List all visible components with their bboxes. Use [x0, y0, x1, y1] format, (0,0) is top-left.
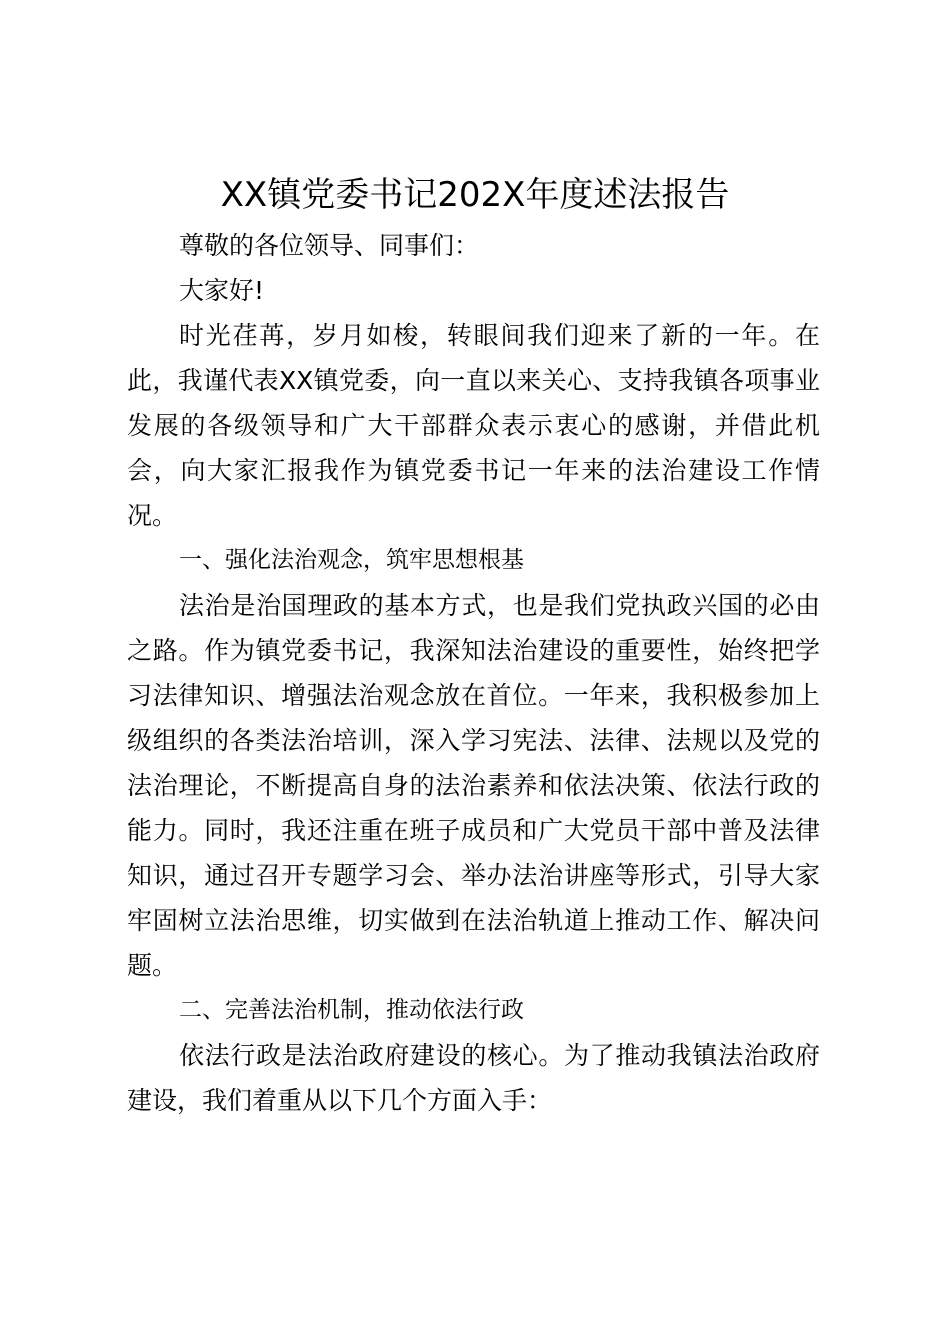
- document-title: XX镇党委书记202X年度述法报告: [220, 175, 730, 215]
- document-body: [127, 223, 820, 1123]
- section-2-paragraph: 依法行政是法治政府建设的核心。为了推动我镇法治政府建设，我们着重从以下几个方面入手：: [127, 1041, 820, 1115]
- greeting: 大家好!: [179, 276, 265, 305]
- salutation: 尊敬的各位领导、同事们：: [179, 231, 480, 260]
- section-1-paragraph: 法治是治国理政的基本方式，也是我们党执政兴国的必由之路。作为镇党委书记，我深知法治建设的重要性，始终把学习法律知识、增强法治观念放在首位。一年来，我积极参加上级组织的各类法治培训，深入学习宪法、法律、法规以及党的法治理论，不断提高自身的法治素养和依法决策、依法行政的能力。同时，我还注重在班子成员和广大党员干部中普及法律知识，通过召开专题学习会、举办法治讲座等形式，引导大家牢固树立法治思维，切实做到在法治轨道上推动工作、解决问题。: [127, 591, 820, 980]
- section-1-heading: 一、强化法治观念，筑牢思想根基: [179, 547, 524, 573]
- intro-paragraph: 时光荏苒，岁月如梭，转眼间我们迎来了新的一年。在此，我谨代表XX镇党委，向一直以来关心、支持我镇各项事业发展的各级领导和广大干部群众表示衷心的感谢，并借此机会，向大家汇报我作为镇党委书记一年来的法治建设工作情况。: [127, 321, 820, 530]
- section-2-heading: 二、完善法治机制，推动依法行政: [179, 997, 524, 1023]
